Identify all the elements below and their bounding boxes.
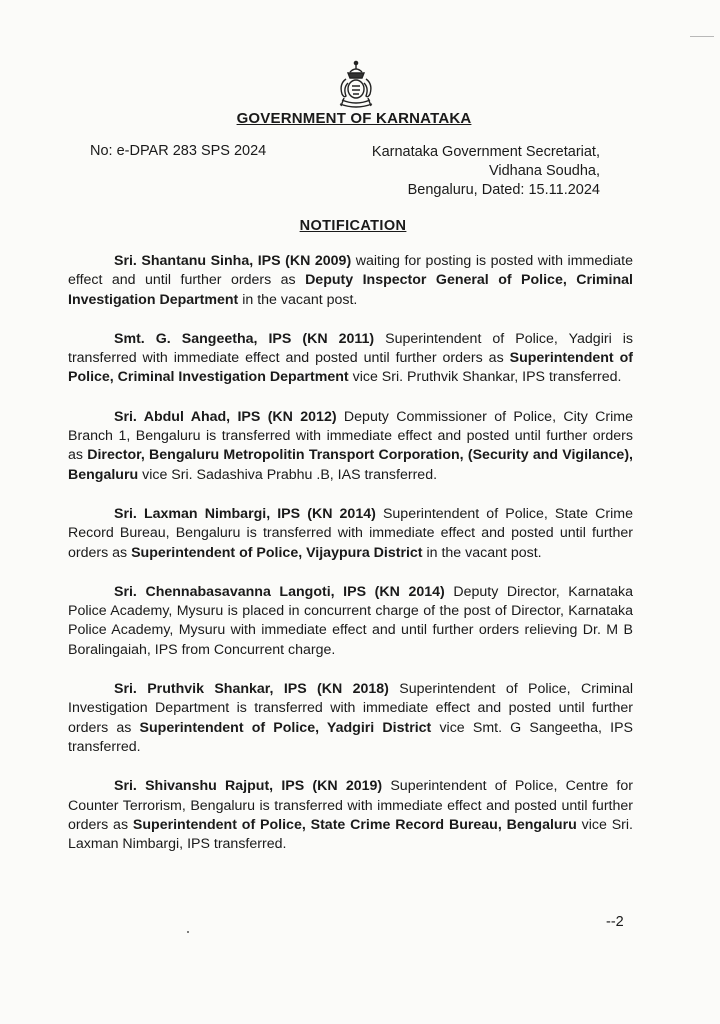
- posting-title: Deputy Inspector General of Police, Criminal Investigation Department: [68, 272, 633, 308]
- karnataka-emblem-icon: [333, 60, 379, 110]
- order-paragraph: [68, 330, 633, 388]
- address-line: Karnataka Government Secretariat,: [371, 144, 600, 160]
- posting-title: Superintendent of Police, State Crime Record Bureau, Bengaluru: [132, 816, 577, 833]
- order-text: Superintendent of Police, Yadgiri is transferred with immediate effect and posted until further orders as: [68, 330, 633, 367]
- posting-title: Superintendent of Police, Criminal Investigation Department: [68, 350, 633, 386]
- scan-edge-mark: [690, 36, 714, 37]
- officer-name: Sri. Shivanshu Rajput, IPS (KN 2019): [114, 778, 383, 795]
- address-line: Vidhana Soudha,: [488, 163, 600, 179]
- officer-name: Sri. Pruthvik Shankar, IPS (KN 2018): [114, 681, 389, 698]
- page-continuation-marker: --2: [606, 914, 624, 930]
- officer-name: Sri. Laxman Nimbargi, IPS (KN 2014): [114, 505, 376, 522]
- address-block: [372, 143, 600, 200]
- notification-body: [68, 252, 633, 874]
- officer-name: Sri. Chennabasavanna Langoti, IPS (KN 2014): [114, 583, 445, 600]
- order-paragraph: [68, 408, 633, 485]
- order-text: Superintendent of Police, Criminal Investigation Department is transferred with immediate effect and posted until further orders as: [68, 681, 633, 736]
- order-text: Deputy Commissioner of Police, City Crime Branch 1, Bengaluru is transferred with immediate effect and posted until further orders as: [68, 408, 633, 464]
- address-line: Bengaluru, Dated: 15.11.2024: [407, 182, 600, 198]
- posting-title: Director, Bengaluru Metropolitin Transport Corporation, (Security and Vigilance), Bengaluru: [68, 447, 633, 483]
- scan-speck: [187, 931, 189, 933]
- order-text: vice Sri. Pruthvik Shankar, IPS transferred.: [348, 369, 622, 386]
- order-text: waiting for posting is posted with immediate effect and until further orders as: [68, 253, 634, 289]
- order-text: Superintendent of Police, Centre for Counter Terrorism, Bengaluru is transferred with immediate effect and posted until further orders as: [68, 778, 633, 833]
- order-text: Superintendent of Police, State Crime Record Bureau, Bengaluru is transferred with immediate effect and posted until further orders as: [68, 505, 633, 561]
- order-text: Deputy Director, Karnataka Police Academy, Mysuru is placed in concurrent charge of the post of Director, Karnataka Police Academy, Mysuru with immediate effect and until further orders relieving Dr. M B Boralingaiah, IPS from Concurrent charge.: [68, 583, 633, 658]
- order-text: vice Sri. Laxman Nimbargi, IPS transferred.: [68, 816, 633, 853]
- order-text: vice Smt. G Sangeetha, IPS transferred.: [68, 719, 633, 755]
- posting-title: Superintendent of Police, Yadgiri District: [139, 719, 432, 736]
- officer-name: Sri. Shantanu Sinha, IPS (KN 2009): [114, 253, 352, 269]
- order-text: vice Sri. Sadashiva Prabhu .B, IAS transferred.: [138, 466, 438, 483]
- order-paragraph: [68, 777, 633, 854]
- order-text: in the vacant post.: [422, 544, 542, 561]
- order-paragraph: [68, 505, 633, 563]
- order-paragraph: [68, 583, 633, 660]
- government-title: GOVERNMENT OF KARNATAKA: [236, 110, 472, 127]
- order-paragraph: [68, 680, 633, 757]
- officer-name: Sri. Abdul Ahad, IPS (KN 2012): [114, 408, 337, 425]
- order-text: in the vacant post.: [238, 291, 358, 308]
- notification-title: NOTIFICATION: [299, 218, 407, 234]
- order-number: No: e-DPAR 283 SPS 2024: [90, 143, 267, 159]
- order-paragraph: [68, 252, 633, 310]
- posting-title: Superintendent of Police, Vijaypura District: [131, 544, 423, 561]
- officer-name: Smt. G. Sangeetha, IPS (KN 2011): [114, 330, 375, 347]
